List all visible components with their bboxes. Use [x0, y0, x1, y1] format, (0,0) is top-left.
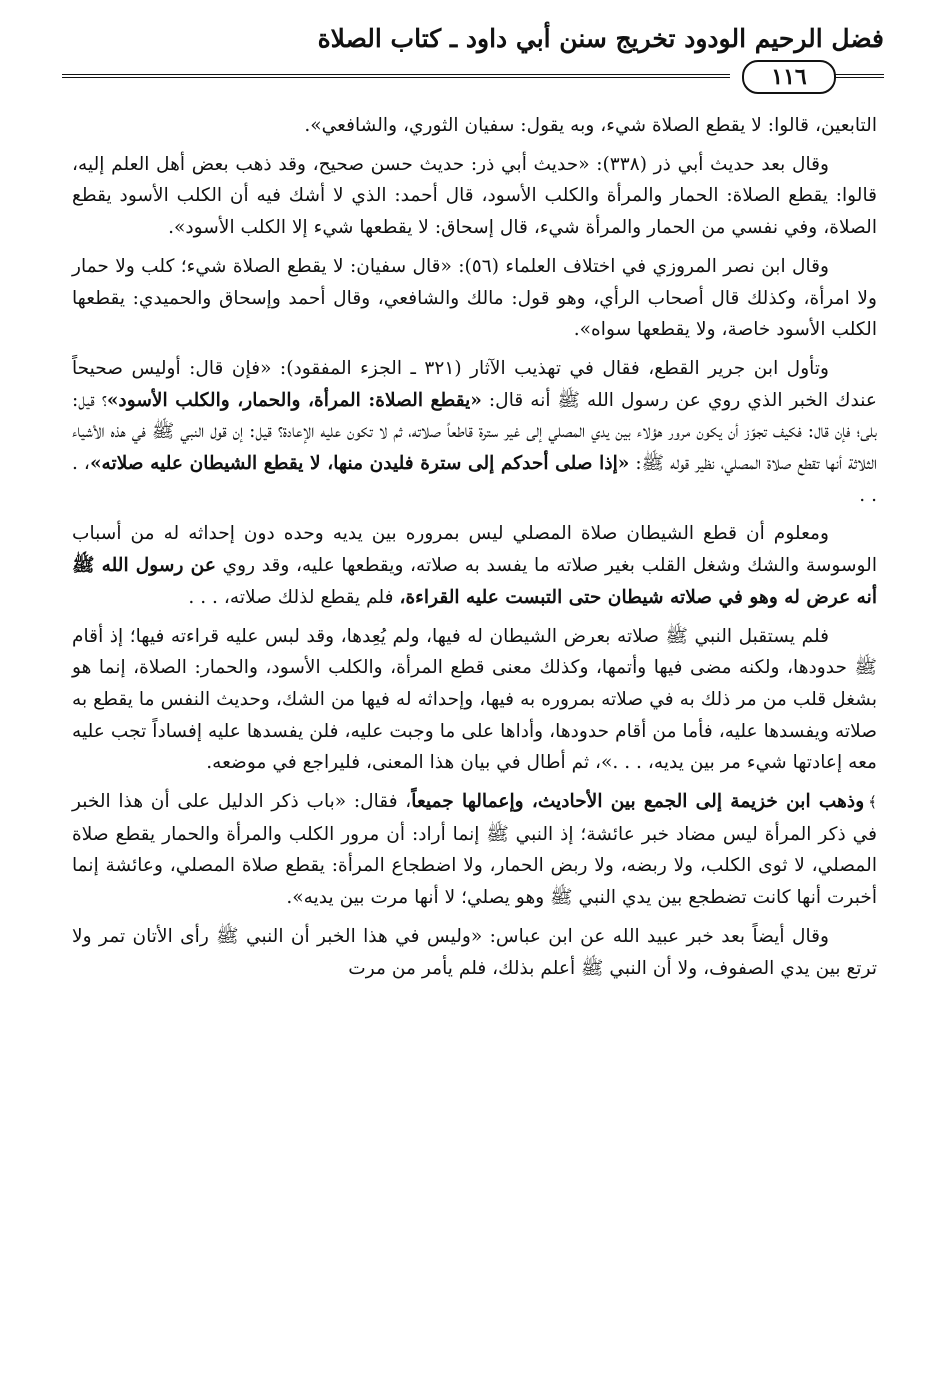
page-body: [72, 110, 877, 991]
header-rule-left: [62, 74, 730, 78]
page-header: [62, 18, 884, 96]
header-rule-right: [834, 74, 884, 78]
paragraph-3: وقال ابن نصر المروزي في اختلاف العلماء (٥٦): «قال سفيان: لا يقطع الصلاة شيء؛ كلب ولا حمار ولا امرأة، وكذلك قال أصحاب الرأي، وهو قول: مالك والشافعي، وقال أحمد وإسحاق والحميدي: يقطعها الكلب الأسود خاصة، ولا يقطعها سواه».: [72, 255, 877, 341]
paragraph-8: وقال أيضاً بعد خبر عبيد الله عن ابن عباس: «وليس في هذا الخبر أن النبي ﷺ رأى الأتان تمر ولا ترتع بين يدي الصفوف، ولا أن النبي ﷺ أعلم بذلك، فلم يأمر من مرت: [72, 925, 877, 979]
section-marker-icon: ﴾: [868, 793, 877, 812]
page-number: ١١٦: [742, 60, 836, 94]
hadith-quote: «يقطع الصلاة: المرأة، والحمار، والكلب الأسود»: [106, 389, 482, 411]
paragraph-6: فلم يستقبل النبي ﷺ صلاته بعرض الشيطان له فيها، ولم يُعِدها، وقد لبس عليه قراءته فيها؛ إذ أقام ﷺ حدودها، ولكنه مضى فيها وأتمها، وكذلك معنى قطع المرأة، والكلب الأسود، والحمار: الصلاة، إنما هو بشغل قلب من مر ذلك به في صلاته بمروره به فيها، وإحداثه له فيها من الشك، وحديث النفس ما يقطع به صلاته ويفسدها عليه، فأما من أقام حدودها، وأداها على ما وجبت عليه، فلن يفسدها عليه إفساداً تجب عليه معه إعادتها شيء مر بين يديه، . . .»، ثم أطال في بيان هذا المعنى، فليراجع في موضعه.: [72, 625, 877, 774]
paragraph-1: التابعين، قالوا: لا يقطع الصلاة شيء، وبه يقول: سفيان الثوري، والشافعي».: [304, 115, 877, 136]
section-heading: وذهب ابن خزيمة إلى الجمع بين الأحاديث، وإعمالها جميعاً: [411, 791, 865, 813]
paragraph-2: وقال بعد حديث أبي ذر (٣٣٨): «حديث أبي ذر: حديث حسن صحيح، وقد ذهب بعض أهل العلم إليه، قالوا: يقطع الصلاة: الحمار والمرأة والكلب الأسود، قال أحمد: الذي لا أشك فيه أن الكلب الأسود يقطع الصلاة، وفي نفسي من الحمار والمرأة شيء، قال إسحاق: لا يقطعها شيء إلا الكلب الأسود».: [72, 153, 877, 239]
running-title: فضل الرحيم الودود تخريج سنن أبي داود ـ كتاب الصلاة: [317, 24, 884, 53]
paragraph-7: ﴾وذهب ابن خزيمة إلى الجمع بين الأحاديث، وإعمالها جميعاً، فقال: «باب ذكر الدليل على أن هذا الخبر في ذكر المرأة ليس مضاد خبر عائشة؛ إذ النبي ﷺ إنما أراد: أن مرور الكلب والمرأة والحمار يقطع صلاة المصلي، لا ثوى الكلب، ولا ربضه، ولا ربض الحمار، ولا اضطجاع المرأة: يقطع صلاة المصلي، وعائشة إنما أخبرت أنها كانت تضطجع بين يدي النبي ﷺ وهو يصلي؛ لا أنها مرت بين يديه».: [72, 791, 877, 909]
paragraph-5: ومعلوم أن قطع الشيطان صلاة المصلي ليس بمروره بين يديه وحده دون إحداثه له من أسباب الوسوسة والشك وشغل القلب بغير صلاته ما يفسد به صلاته، ويقطعها عليه، وقد روي عن رسول الله ﷺ أنه عرض له وهو في صلاته شيطان حتى التبست عليه القراءة، فلم يقطع لذلك صلاته، . . .: [72, 523, 877, 608]
hadith-quote: «إذا صلى أحدكم إلى سترة فليدن منها، لا يقطع الشيطان عليه صلاته»: [89, 453, 630, 475]
paragraph-4: وتأول ابن جرير القطع، فقال في تهذيب الآثار (٣٢١ ـ الجزء المفقود): «فإن قال: أوليس صحيحاً عندك الخبر الذي روي عن رسول الله ﷺ أنه قال: «يقطع الصلاة: المرأة، والحمار، والكلب الأسود»؟ قيل: بلى؛ فإن قال: فكيف تجوّز أن يكون مرور هؤلاء بين يدي المصلي إلى غير سترة قاطعاً صلاته، ثم لا تكون عليه الإعادة؟ قيل: إن قول النبي ﷺ في هذه الأشياء الثلاثة أنها تقطع صلاة المصلي، نظير قوله ﷺ: «إذا صلى أحدكم إلى سترة فليدن منها، لا يقطع الشيطان عليه صلاته»، . . .: [72, 357, 878, 506]
hadith-quote: عن رسول الله ﷺ أنه عرض له وهو في صلاته شيطان حتى التبست عليه القراءة،: [72, 555, 877, 608]
